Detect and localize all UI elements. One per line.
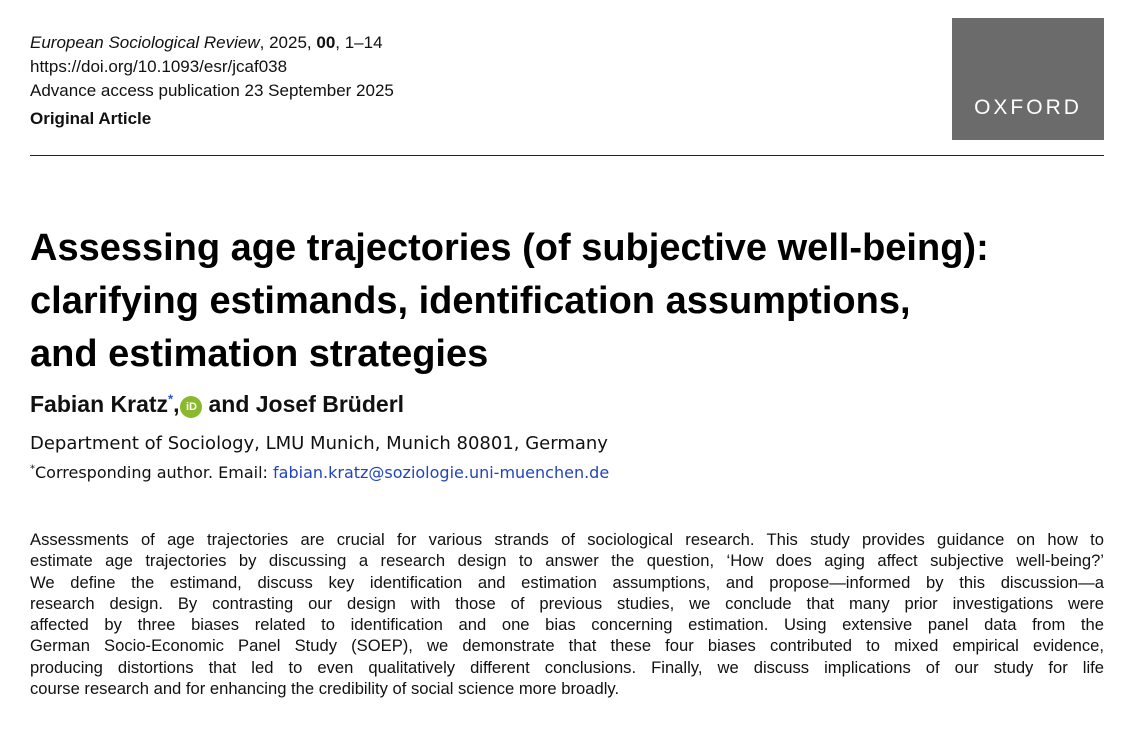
abstract-line: estimate age trajectories by discussing a research design to answer the question, ‘How does aging affect subjective well-being?’ <box>30 551 1104 571</box>
abstract-line: German Socio-Economic Panel Study (SOEP), we demonstrate that these four biases contributed to mixed empirical evidence, <box>30 636 1104 656</box>
journal-citation <box>30 31 394 55</box>
abstract-line: producing distortions that led to even qualitatively different conclusions. Finally, we discuss implications of our study for life <box>30 657 1104 677</box>
abstract-line: affected by three biases related to identification and one bias concerning estimation. Using extensive panel data from the <box>30 615 1104 635</box>
journal-pages: , 1–14 <box>335 33 383 52</box>
article-type: Original Article <box>30 109 152 128</box>
corresponding-author <box>30 463 609 482</box>
doi-link[interactable]: https://doi.org/10.1093/esr/jcaf038 <box>30 57 288 76</box>
affiliation: Department of Sociology, LMU Munich, Munich 80801, Germany <box>30 433 608 454</box>
abstract-line: course research and for enhancing the credibility of social science more broadly. <box>30 679 620 699</box>
title-line: clarifying estimands, identification assumptions, <box>30 280 911 322</box>
publication-date: Advance access publication 23 September 2025 <box>30 81 394 100</box>
title-line: and estimation strategies <box>30 333 489 375</box>
header-divider <box>30 155 1104 156</box>
journal-name: European Sociological Review <box>30 33 260 52</box>
oxford-logo <box>952 18 1104 140</box>
abstract-line: Assessments of age trajectories are crucial for various strands of sociological research. This study provides guidance on how to <box>30 530 1104 549</box>
abstract-line: We define the estimand, discuss key identification and estimation assumptions, and propose—informed by this discussion—a <box>30 572 1104 592</box>
corresponding-marker: * <box>30 463 35 475</box>
title-line: Assessing age trajectories (of subjective well-being): <box>30 227 989 269</box>
author-name[interactable]: and Josef Brüderl <box>208 391 405 417</box>
author-list <box>30 391 404 418</box>
author-separator: , <box>173 391 180 417</box>
journal-volume: 00 <box>316 33 336 52</box>
abstract-line: research design. By contrasting our design with those of previous studies, we conclude that many prior investigations were <box>30 593 1104 613</box>
article-metadata <box>30 31 394 131</box>
email-link[interactable]: fabian.kratz@soziologie.uni-muenchen.de <box>273 463 610 482</box>
corresponding-marker[interactable]: * <box>168 391 174 407</box>
orcid-icon[interactable]: iD <box>180 396 202 418</box>
author-name[interactable]: Fabian Kratz <box>30 391 169 417</box>
article-title <box>30 222 1110 381</box>
journal-year: , 2025, <box>259 33 317 52</box>
corresponding-label: Corresponding author. Email: <box>35 463 274 482</box>
abstract <box>30 529 1104 699</box>
logo-text: OXFORD <box>974 96 1082 119</box>
